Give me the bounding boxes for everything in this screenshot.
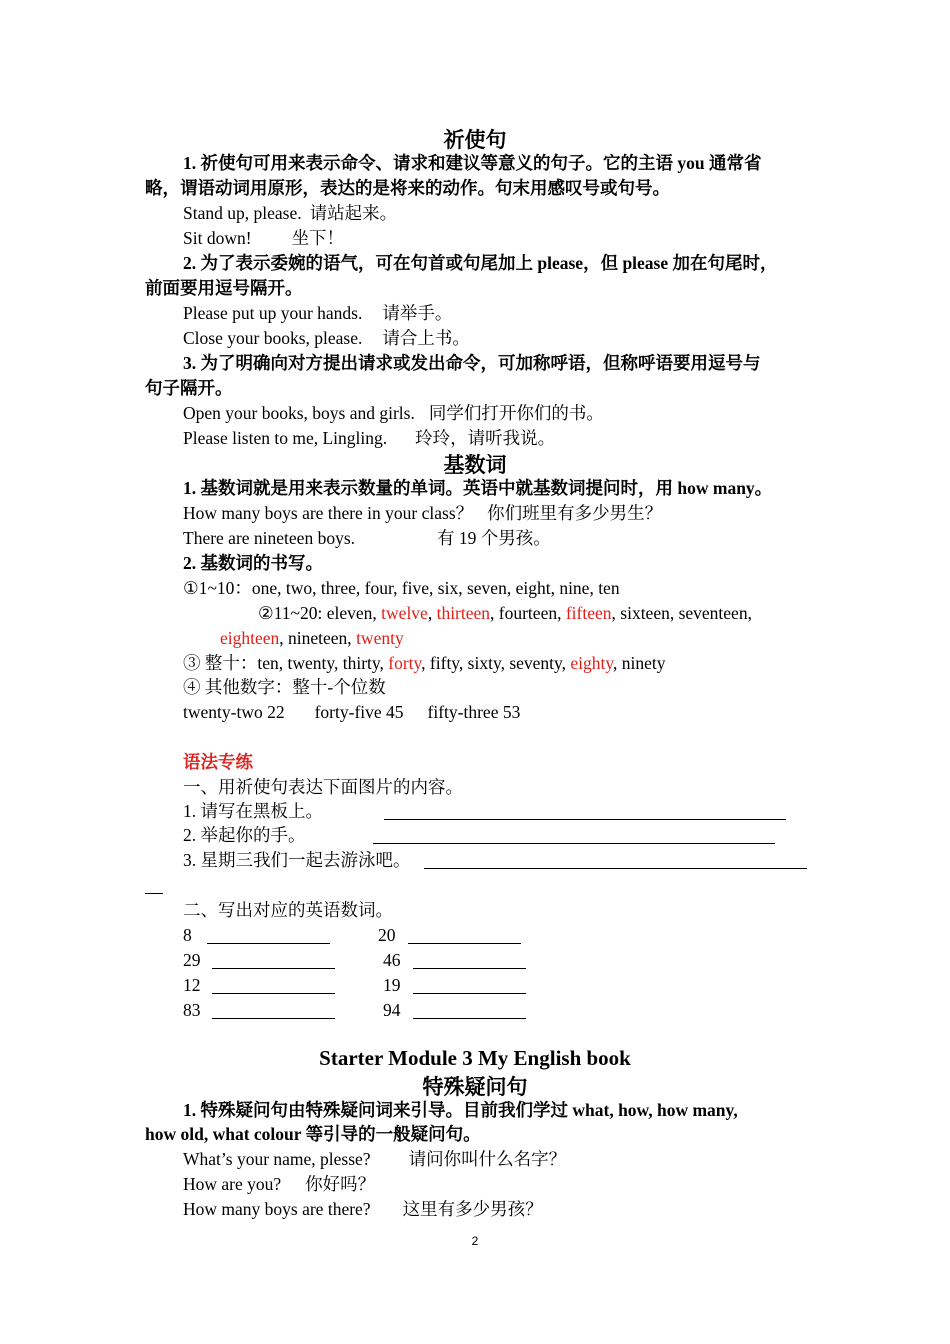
number-word-highlight: eighteen [220, 628, 280, 648]
exercise-prompt: 1. 请写在黑板上。 [183, 801, 323, 821]
number-word: , fifty, sixty, seventy, [421, 653, 571, 673]
number-word-highlight: forty [388, 653, 422, 673]
rule-2-line-1: 2. 为了表示委婉的语气，可在句首或句尾加上 please，但 please 加在句尾时， [183, 253, 778, 273]
number-word: , ninety [613, 653, 666, 673]
answer-blank[interactable] [373, 827, 775, 844]
example-line [183, 427, 555, 449]
answer-blank-continued[interactable] [145, 877, 163, 894]
page-number: 2 [471, 1234, 479, 1248]
example-english: How are you? [183, 1174, 282, 1194]
rule-3-line-1: 3. 为了明确向对方提出请求或发出命令，可加称呼语，但称呼语要用逗号与 [183, 353, 761, 373]
section-title-imperative: 祈使句 [443, 128, 507, 152]
number-word-highlight: fifteen [565, 603, 612, 623]
example-english: Please put up your hands. [183, 303, 363, 323]
numbers-label: ①1~10： [183, 578, 252, 598]
number-word-highlight: eighty [570, 653, 613, 673]
number-prompt: 94 [383, 1000, 401, 1020]
answer-blank[interactable] [413, 1002, 526, 1019]
number-prompt: 8 [183, 925, 192, 945]
rule-1-line-1: 1. 祈使句可用来表示命令、请求和建议等意义的句子。它的主语 you 通常省 [183, 153, 762, 173]
example-line [183, 1198, 543, 1220]
exercise-1-item [183, 849, 411, 871]
cardinal-rule-2: 2. 基数词的书写。 [183, 553, 323, 573]
example-chinese: 这里有多少男孩？ [402, 1199, 543, 1219]
example-english: How many boys are there in your class？ [183, 503, 474, 523]
number-prompt: 19 [383, 975, 401, 995]
example-line [183, 1148, 566, 1170]
numbers-tens [183, 652, 666, 674]
answer-blank[interactable] [424, 852, 807, 869]
number-word: ten, twenty, thirty, [257, 653, 389, 673]
example-english: Stand up, please. [183, 203, 302, 223]
example-chinese: 玲玲，请听我说。 [415, 428, 556, 448]
example-chinese: 请合上书。 [382, 328, 470, 348]
number-word-highlight: twenty [356, 628, 404, 648]
number-word: eleven, [326, 603, 382, 623]
number-prompt: 29 [183, 950, 201, 970]
example-chinese: 请站起来。 [309, 203, 398, 223]
example-chinese: 请问你叫什么名字？ [408, 1149, 567, 1169]
example-line [183, 402, 604, 424]
answer-blank[interactable] [413, 977, 526, 994]
example-english: Sit down! [183, 228, 252, 248]
number-word: , nineteen, [279, 628, 357, 648]
exercise-prompt: 3. 星期三我们一起去游泳吧。 [183, 850, 411, 870]
rule-1-line-2: 略，谓语动词用原形，表达的是将来的动作。句末用感叹号或句号。 [145, 178, 670, 198]
numbers-11-20-continued [220, 627, 404, 649]
example-chinese: 你好吗？ [305, 1174, 376, 1194]
answer-blank[interactable] [212, 977, 335, 994]
number-prompt: 12 [183, 975, 201, 995]
section-title-cardinal-numbers: 基数词 [443, 453, 507, 477]
answer-blank[interactable] [207, 927, 330, 944]
numbers-1-10 [183, 577, 620, 599]
answer-blank[interactable] [408, 927, 521, 944]
exercise-1-item [183, 800, 323, 822]
example-english: Open your books, boys and girls. [183, 403, 415, 423]
example-line [183, 202, 397, 224]
answer-blank[interactable] [384, 803, 786, 820]
wh-rule-line-1: 1. 特殊疑问句由特殊疑问词来引导。目前我们学过 what, how, how many, [183, 1100, 738, 1120]
example-line [183, 527, 551, 549]
numbers-text: one, two, three, four, five, six, seven, eight, nine, ten [251, 578, 620, 598]
module-title: Starter Module 3 My English book [319, 1046, 631, 1070]
example-chinese: 同学们打开你们的书。 [428, 403, 604, 423]
example-english: What’s your name, plesse? [183, 1149, 371, 1169]
numbers-11-20 [258, 602, 752, 624]
example-english: There are nineteen boys. [183, 528, 356, 548]
example-chinese: 你们班里有多少男生？ [487, 503, 663, 523]
exercise-1-heading: 一、用祈使句表达下面图片的内容。 [183, 777, 463, 797]
section-title-wh-questions: 特殊疑问句 [422, 1075, 528, 1099]
example-line [183, 327, 470, 349]
answer-blank[interactable] [212, 1002, 335, 1019]
example-line [183, 1173, 375, 1195]
numbers-label: ③ 整十： [183, 653, 258, 673]
rule-2-line-2: 前面要用逗号隔开。 [145, 278, 303, 298]
exercise-2-heading: 二、写出对应的英语数词。 [183, 900, 393, 920]
answer-blank[interactable] [212, 952, 335, 969]
number-prompt: 46 [383, 950, 401, 970]
number-example: twenty-two 22 [183, 702, 285, 722]
wh-rule-line-2: how old, what colour 等引导的一般疑问句。 [145, 1124, 481, 1144]
example-line [183, 227, 344, 249]
number-word: , [427, 603, 437, 623]
number-word-highlight: thirteen [436, 603, 491, 623]
number-word: , fourteen, [490, 603, 566, 623]
numbers-label: ②11~20: [258, 603, 327, 623]
example-english: How many boys are there? [183, 1199, 371, 1219]
exercise-prompt: 2. 举起你的手。 [183, 825, 306, 845]
number-word: , sixteen, seventeen, [611, 603, 752, 623]
example-chinese: 请举手。 [382, 303, 453, 323]
number-prompt: 83 [183, 1000, 201, 1020]
numbers-other-rule: ④ 其他数字：整十-个位数 [183, 677, 386, 697]
number-word-highlight: twelve [381, 603, 428, 623]
number-example: forty-five 45 [314, 702, 404, 722]
example-chinese: 坐下！ [291, 228, 345, 248]
answer-blank[interactable] [413, 952, 526, 969]
example-line [183, 502, 662, 524]
rule-3-line-2: 句子隔开。 [145, 378, 233, 398]
cardinal-rule-1: 1. 基数词就是用来表示数量的单词。英语中就基数词提问时，用 how many。 [183, 478, 773, 498]
example-chinese: 有 19 个男孩。 [437, 528, 551, 548]
example-english: Close your books, please. [183, 328, 363, 348]
example-english: Please listen to me, Lingling. [183, 428, 388, 448]
number-prompt: 20 [378, 925, 396, 945]
practice-title: 语法专练 [183, 752, 253, 772]
number-example: fifty-three 53 [427, 702, 521, 722]
numbers-examples [183, 701, 520, 723]
exercise-1-item [183, 824, 306, 846]
example-line [183, 302, 452, 324]
